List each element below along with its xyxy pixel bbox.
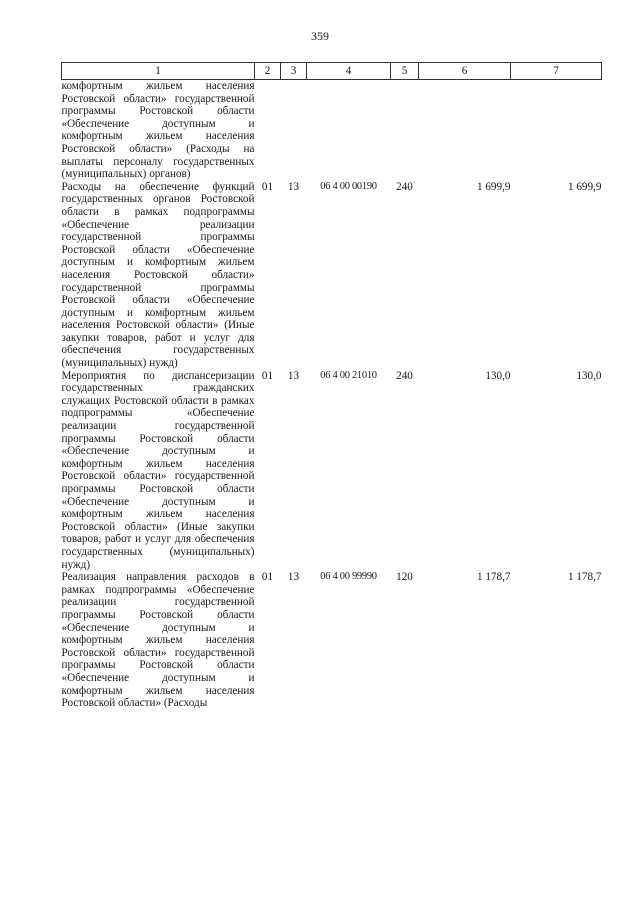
cell-subsection: 13	[287, 180, 300, 193]
row-description: Мероприятия по диспансеризации государственных гражданских служащих Ростовской области в рамках подпрограммы «Обеспечение реализации государственной программы Ростовской области «Обеспечение доступным и комфортным жильем населения Ростовской области» государственной программы Ростовской области «Обеспечение доступным и комфортным жильем населения Ростовской области» (Иные закупки товаров, работ и услуг для обеспечения государственных (муниципальных) нужд)	[61, 369, 255, 571]
cell-target-code: 06 4 00 00190	[320, 180, 377, 192]
column-header: 1	[62, 63, 255, 80]
cell-expense-type	[391, 80, 419, 181]
cell-subsection: 13	[287, 571, 300, 584]
cell-target-code: 06 4 00 99990	[320, 571, 377, 583]
table-row	[62, 181, 602, 370]
row-description: комфортным жильем населения Ростовской области» государственной программы Ростовской области «Обеспечение доступным и комфортным жильем населения Ростовской области» (Расходы на выплаты персоналу государственных (муниципальных) органов)	[61, 80, 255, 181]
cell-amount-2: 1 178,7	[567, 571, 602, 584]
header-row	[62, 63, 602, 80]
cell-expense-type: 240	[396, 180, 413, 193]
budget-table	[61, 62, 602, 710]
cell-section	[255, 80, 281, 181]
table-row	[62, 370, 602, 572]
cell-amount-1: 1 178,7	[476, 571, 511, 584]
table-row	[62, 80, 602, 181]
column-header: 7	[511, 63, 602, 80]
cell-amount-2: 130,0	[576, 369, 602, 382]
cell-section: 01	[261, 571, 274, 584]
cell-section: 01	[261, 180, 274, 193]
cell-target-code	[307, 80, 391, 181]
column-header: 2	[255, 63, 281, 80]
cell-amount-2: 1 699,9	[567, 180, 602, 193]
row-description: Реализация направления расходов в рамках подпрограммы «Обеспечение реализации государственной программы Ростовской области «Обеспечение доступным и комфортным жильем населения Ростовской области» государственной программы Ростовской области «Обеспечение доступным и комфортным жильем населения Ростовской области» (Расходы	[61, 571, 255, 710]
row-description: Расходы на обеспечение функций государственных органов Ростовской области в рамках подпрограммы «Обеспечение реализации государственной программы Ростовской области «Обеспечение доступным и комфортным жильем населения Ростовской области» государственной программы Ростовской области «Обеспечение доступным и комфортным жильем населения Ростовской области» (Иные закупки товаров, работ и услуг для обеспечения государственных (муниципальных) нужд)	[61, 180, 255, 370]
cell-subsection: 13	[287, 369, 300, 382]
column-header: 3	[281, 63, 307, 80]
cell-amount-1: 130,0	[485, 369, 511, 382]
cell-subsection	[281, 80, 307, 181]
table-row	[62, 571, 602, 710]
column-header: 4	[307, 63, 391, 80]
cell-expense-type: 120	[396, 571, 413, 584]
cell-amount-2	[511, 80, 602, 181]
cell-expense-type: 240	[396, 369, 413, 382]
column-header: 5	[391, 63, 419, 80]
cell-section: 01	[261, 369, 274, 382]
cell-amount-1: 1 699,9	[476, 180, 511, 193]
cell-target-code: 06 4 00 21010	[320, 369, 377, 381]
cell-amount-1	[419, 80, 511, 181]
page-number: 359	[311, 29, 329, 43]
column-header: 6	[419, 63, 511, 80]
